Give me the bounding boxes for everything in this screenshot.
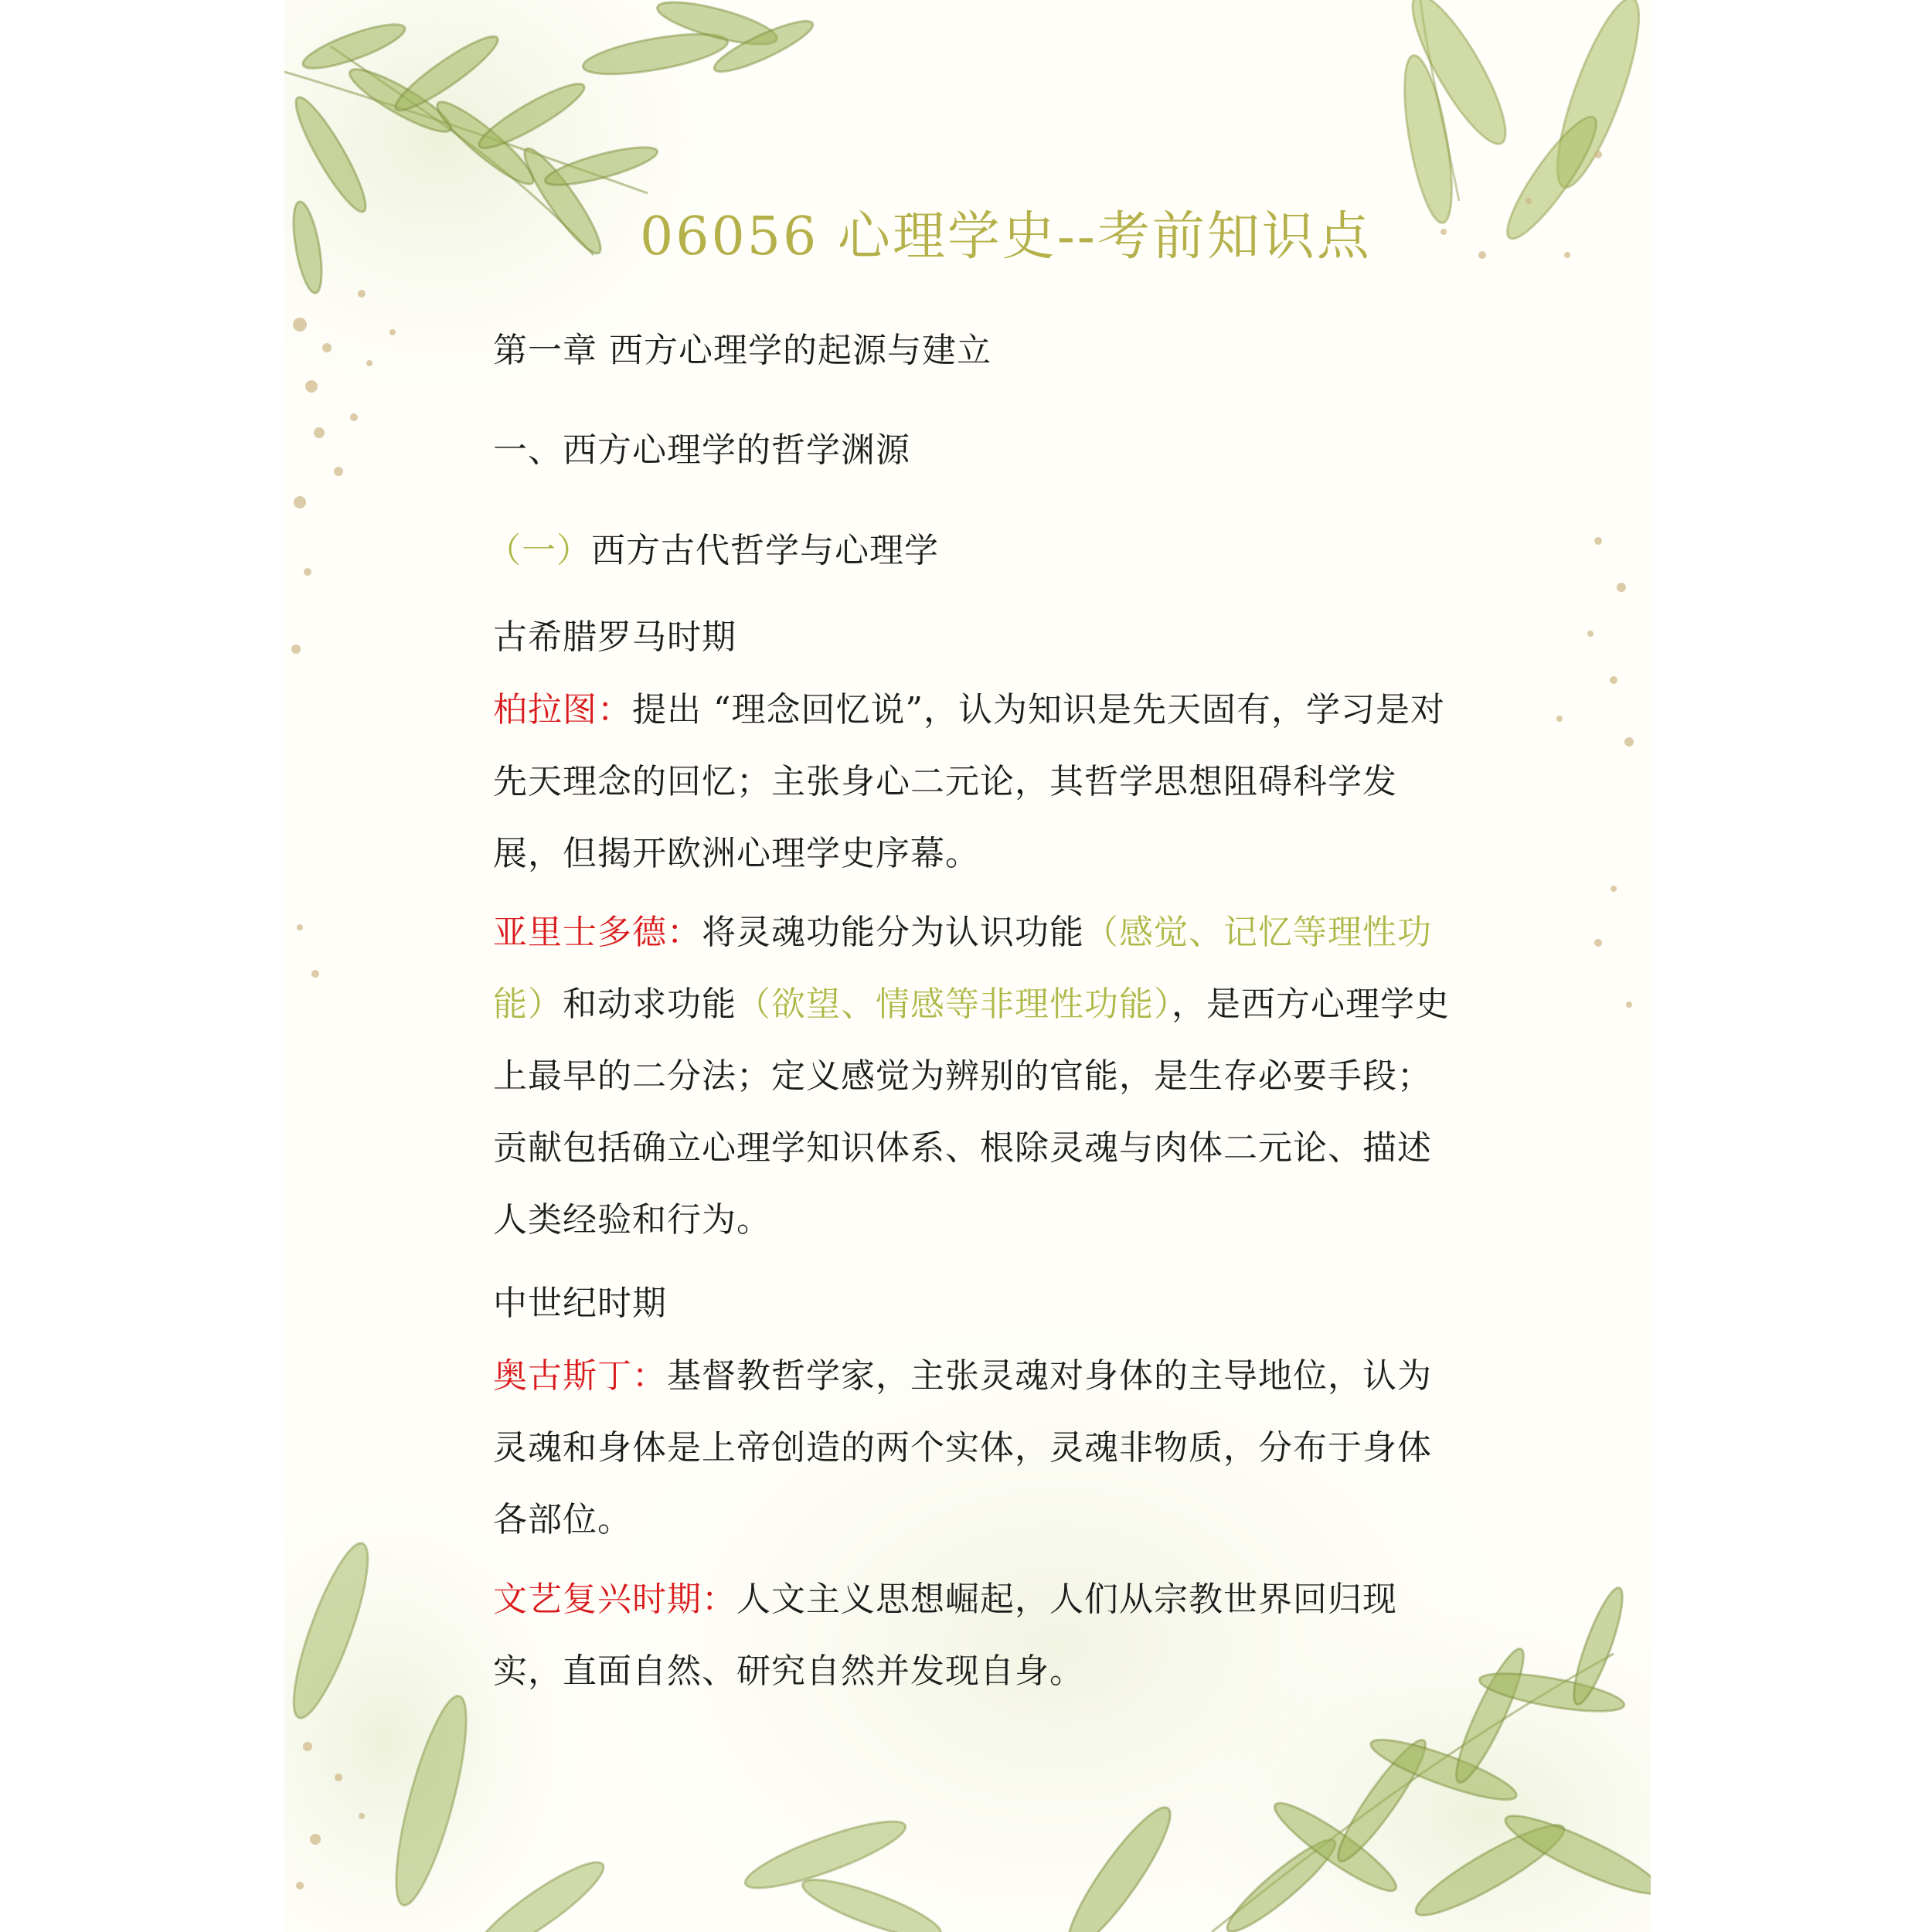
entry-name: 奥古斯丁： xyxy=(493,1356,667,1396)
entry-name: 柏拉图： xyxy=(493,690,632,730)
page-title: 06056 心理学史--考前知识点 xyxy=(640,206,1372,267)
entry-augustine xyxy=(493,1340,1451,1556)
entry-text: 将灵魂功能分为认识功能 xyxy=(702,913,1084,952)
section-heading: 一、西方心理学的哲学渊源 xyxy=(493,430,910,470)
period-heading-medieval: 中世纪时期 xyxy=(493,1284,667,1323)
leaf-branch-top-right xyxy=(1395,0,1651,247)
chapter-heading: 第一章 西方心理学的起源与建立 xyxy=(493,331,992,370)
entry-plato xyxy=(493,674,1451,889)
subsection-title: 西方古代哲学与心理学 xyxy=(591,531,939,570)
entry-name: 文艺复兴时期： xyxy=(493,1580,736,1619)
period-heading-ancient: 古希腊罗马时期 xyxy=(493,617,736,657)
entry-renaissance xyxy=(493,1563,1451,1707)
entry-text: 和动求功能 xyxy=(563,985,736,1024)
entry-note: （欲望、情感等非理性功能） xyxy=(736,985,1172,1024)
entry-text: ，是西方心理学史上最早的二分法；定义感觉为辨别的官能，是生存必要手段；贡献包括确立心理学知识体系、根除灵魂与肉体二元论、描述人类经验和行为。 xyxy=(493,985,1450,1240)
entry-note: （感觉、记忆等理性功能） xyxy=(493,913,1432,1024)
entry-name: 亚里士多德： xyxy=(493,913,702,952)
subsection-heading xyxy=(487,522,939,572)
document-page xyxy=(284,0,1651,1932)
subsection-number: （一） xyxy=(487,531,591,570)
entry-aristotle xyxy=(493,896,1451,1256)
entry-text: 提出 “理念回忆说”，认为知识是先天固有，学习是对先天理念的回忆；主张身心二元论，其哲学思想阻碍科学发展，但揭开欧洲心理学史序幕。 xyxy=(493,690,1445,873)
entry-text: 人文主义思想崛起，人们从宗教世界回归现实，直面自然、研究自然并发现自身。 xyxy=(493,1580,1397,1691)
entry-text: 基督教哲学家，主张灵魂对身体的主导地位，认为灵魂和身体是上帝创造的两个实体，灵魂非物质，分布于身体各部位。 xyxy=(493,1356,1432,1539)
